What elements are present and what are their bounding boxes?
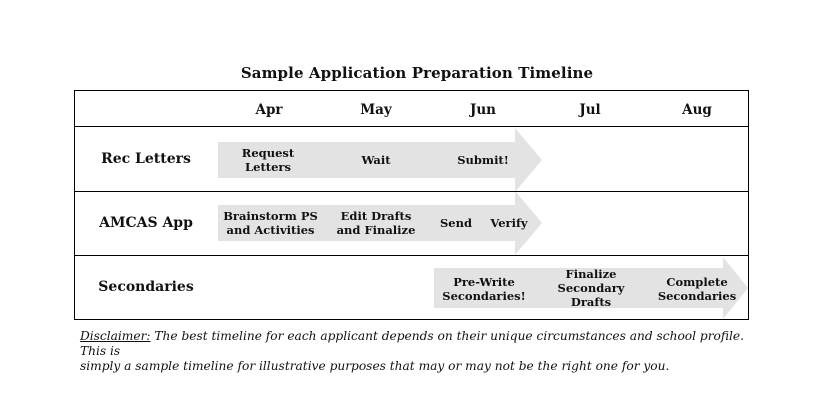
- step-brainstorm: Brainstorm PS and Activities: [223, 209, 318, 237]
- month-jun: Jun: [469, 102, 497, 118]
- row-label-secondaries: Secondaries: [98, 279, 194, 295]
- step-request-letters: Request Letters: [241, 146, 295, 174]
- step-submit: Submit!: [457, 153, 509, 167]
- step-pre-write: Pre-Write Secondaries!: [442, 275, 526, 303]
- month-apr: Apr: [255, 102, 283, 118]
- row-divider-2: [75, 255, 748, 256]
- month-may: May: [360, 102, 392, 118]
- month-aug: Aug: [682, 102, 712, 118]
- month-jul: Jul: [579, 102, 601, 118]
- diagram-title: Sample Application Preparation Timeline: [240, 64, 594, 82]
- timeline-table: [74, 90, 749, 320]
- step-finalize-drafts: Finalize Secondary Drafts: [557, 267, 625, 309]
- step-complete: Complete Secondaries: [657, 275, 737, 303]
- disclaimer-line2: simply a sample timeline for illustrative purposes that may or may not be the right one for you.: [80, 359, 670, 373]
- disclaimer-line1: The best timeline for each applicant depends on their unique circumstances and school profile. This is: [80, 329, 744, 358]
- header-divider: [75, 126, 748, 127]
- disclaimer: [80, 329, 760, 374]
- step-send: Send: [439, 216, 473, 230]
- disclaimer-lead: Disclaimer:: [80, 329, 151, 343]
- step-verify: Verify: [490, 216, 528, 230]
- step-edit-drafts: Edit Drafts and Finalize: [336, 209, 416, 237]
- row-label-rec-letters: Rec Letters: [101, 151, 191, 167]
- row-divider-1: [75, 191, 748, 192]
- step-wait: Wait: [361, 153, 391, 167]
- row-label-amcas-app: AMCAS App: [99, 215, 193, 231]
